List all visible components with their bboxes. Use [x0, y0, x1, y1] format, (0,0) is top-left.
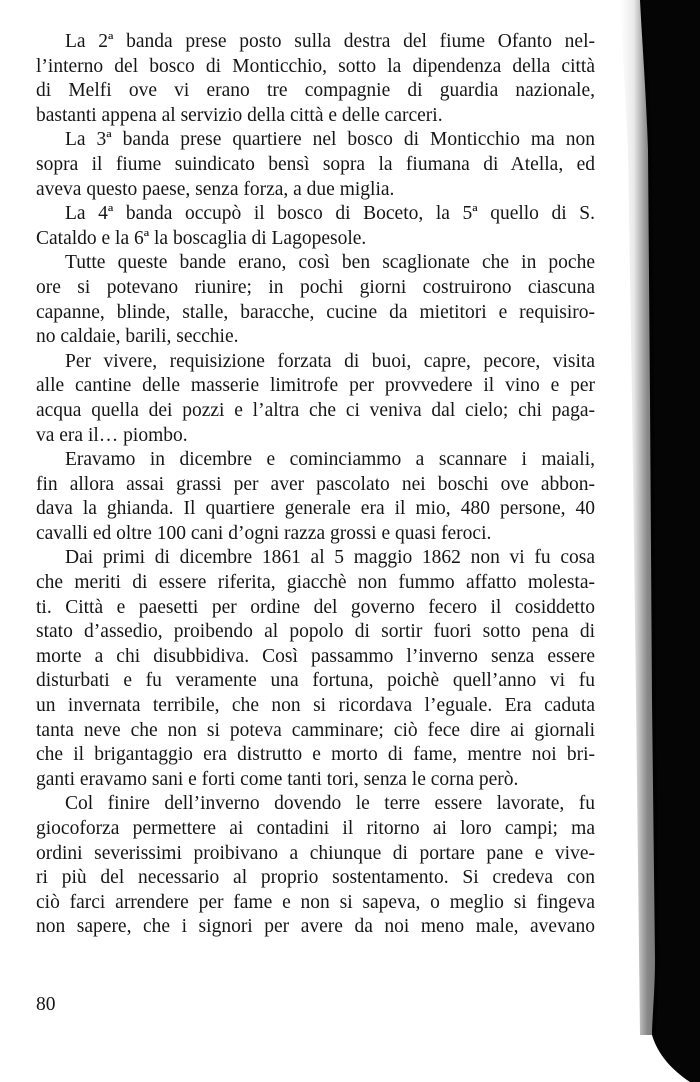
text-line: Cataldo e la 6ª la boscaglia di Lagopesole. [36, 227, 367, 249]
text-line: capanne, blinde, stalle, baracche, cucine da mietitori e requisiro- [36, 301, 595, 323]
text-line: no caldaie, barili, secchie. [36, 326, 239, 348]
text-line: bastanti appena al servizio della città e delle carceri. [36, 104, 443, 126]
text-line: tanta neve che non si poteva camminare; ciò fece dire ai giornali [36, 719, 595, 741]
text-line: l’interno del bosco di Monticchio, sotto la dipendenza della città [36, 55, 595, 77]
text-line: ciò farci arrendere per fame e non si sapeva, o meglio si fingeva [36, 891, 595, 913]
text-line: Eravamo in dicembre e cominciammo a scannare i maiali, [65, 449, 595, 471]
text-line: Tutte queste bande erano, così ben scaglionate che in poche [65, 252, 595, 274]
text-line: dava la ghianda. Il quartiere generale era il mio, 480 persone, 40 [36, 498, 595, 520]
text-line: cavalli ed oltre 100 cani d’ogni razza grossi e quasi feroci. [36, 522, 492, 544]
text-line: morte a chi disubbidiva. Così passammo l’inverno senza essere [36, 645, 595, 667]
text-line: che il brigantaggio era distrutto e morto di fame, mentre noi bri- [36, 744, 595, 766]
text-line: Col finire dell’inverno dovendo le terre essere lavorate, fu [65, 793, 595, 815]
text-line: sopra il fiume suindicato bensì sopra la fiumana di Atella, ed [36, 153, 595, 175]
text-line: giocoforza permettere ai contadini il ritorno ai loro campi; ma [36, 818, 595, 839]
text-line: va era il… piombo. [36, 424, 188, 446]
body-text [36, 30, 595, 940]
text-line: Per vivere, requisizione forzata di buoi, capre, pecore, visita [65, 350, 595, 372]
text-line: La 2ª banda prese posto sulla destra del fiume Ofanto nel- [65, 31, 595, 52]
text-line: La 4ª banda occupò il bosco di Boceto, la 5ª quello di S. [65, 203, 595, 225]
text-line: di Melfi ove vi erano tre compagnie di guardia nazionale, [36, 80, 595, 102]
text-line: disturbati e fu veramente una fortuna, poichè quell’anno vi fu [36, 670, 595, 692]
text-line: ore si potevano riunire; in pochi giorni costruirono ciascuna [36, 276, 595, 298]
text-line: aveva questo paese, senza forza, a due miglia. [36, 178, 395, 200]
text-line: fin allora assai grassi per aver pascolato nei boschi ove abbon- [36, 473, 595, 495]
text-line: un invernata terribile, che non si ricordava l’eguale. Era caduta [36, 695, 595, 717]
text-line: ganti eravamo sani e forti come tanti tori, senza le corna però. [36, 768, 519, 790]
text-line: ti. Città e paesetti per ordine del governo fecero il cosiddetto [36, 596, 595, 618]
text-line: ordini severissimi proibivano a chiunque di portare pane e vive- [36, 842, 595, 864]
page-number: 80 [36, 994, 56, 1015]
text-line: La 3ª banda prese quartiere nel bosco di Monticchio ma non [65, 129, 595, 151]
text-line: che meriti di essere riferita, giacchè non fummo affatto molesta- [36, 572, 595, 594]
text-line: alle cantine delle masserie limitrofe per provvedere il vino e per [36, 375, 595, 397]
text-line: non sapere, che i signori per avere da noi meno male, avevano [36, 916, 595, 938]
text-line: stato d’assedio, proibendo al popolo di sortir fuori sotto pena di [36, 621, 595, 643]
text-line: acqua quella dei pozzi e l’altra che ci veniva dal cielo; chi paga- [36, 399, 595, 421]
text-line: Dai primi di dicembre 1861 al 5 maggio 1862 non vi fu cosa [65, 547, 595, 569]
text-line: ri più del necessario al proprio sostentamento. Si credeva con [36, 867, 595, 889]
